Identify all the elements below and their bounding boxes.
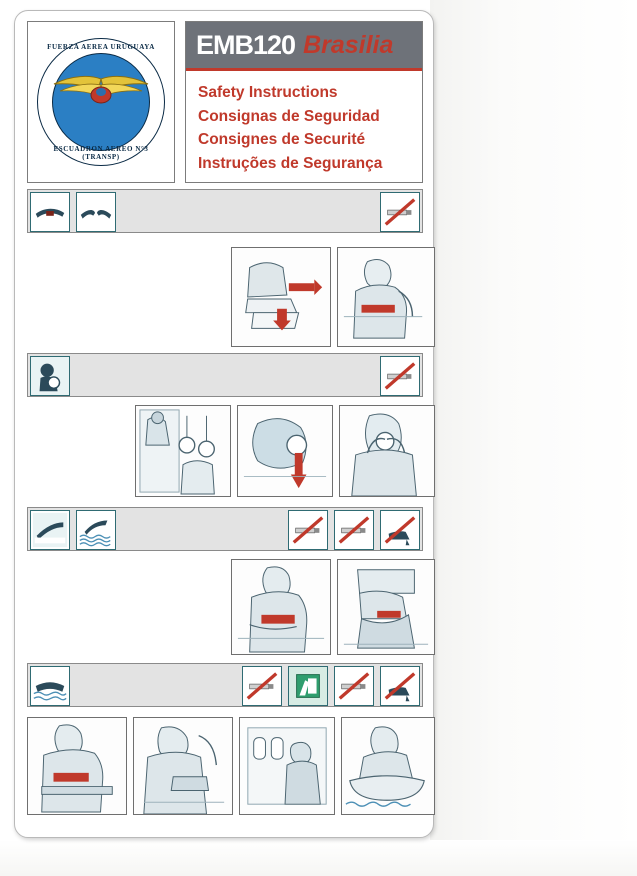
evacuation-illustrations (27, 717, 423, 815)
model-name: Brasilia (303, 30, 394, 59)
title-box (185, 21, 423, 183)
no-smoking-icon (380, 192, 420, 232)
no-smoking-icon-2 (334, 510, 374, 550)
seatbelt-fastened-icon (30, 192, 70, 232)
safety-card (14, 10, 434, 838)
oxygen-mask-icon (30, 356, 70, 396)
oxygen-strip (27, 353, 423, 397)
air-force-crest (37, 38, 165, 166)
crest-text-bottom: ESCUADRON AEREO N°3 (TRANSP) (53, 145, 149, 161)
illustration-life-raft-boarding (341, 717, 435, 815)
illustration-brace-position (27, 717, 127, 815)
seatbelt-strip (27, 189, 423, 233)
illustration-cabin-exit (239, 717, 335, 815)
crest-text-top: FUERZA AEREA URUGUAYA (47, 43, 155, 51)
lifevest-strip (27, 507, 423, 551)
air-force-crest-box (27, 21, 175, 183)
winged-emblem-icon (46, 73, 156, 107)
illustration-exit-row-operation (133, 717, 233, 815)
title-fr: Consignes de Securité (198, 131, 366, 149)
page-bottom-shading (0, 840, 637, 876)
seatbelt-illustrations (27, 247, 423, 347)
card-header (27, 21, 423, 183)
title-list (186, 71, 422, 175)
model-number: 120 (253, 29, 296, 60)
illustration-seat-tray-table (231, 247, 331, 347)
no-smoking-icon (380, 356, 420, 396)
illustration-oxygen-masks-drop (135, 405, 231, 497)
no-high-heels-icon (380, 510, 420, 550)
illustration-pull-mask-down (237, 405, 333, 497)
title-en: Safety Instructions (198, 84, 338, 101)
illustration-wear-mask (339, 405, 435, 497)
no-smoking-icon-3 (334, 666, 374, 706)
life-vest-icon (30, 510, 70, 550)
life-raft-icon (30, 666, 70, 706)
no-high-heels-icon-2 (380, 666, 420, 706)
seatbelt-unfastened-icon (76, 192, 116, 232)
oxygen-illustrations (27, 405, 423, 497)
illustration-don-life-vest (231, 559, 331, 655)
no-smoking-icon (242, 666, 282, 706)
title-pt: Instruções de Segurança (198, 154, 383, 172)
illustration-inflate-life-vest (337, 559, 435, 655)
water-ditching-icon (76, 510, 116, 550)
model-bar (186, 22, 422, 71)
evacuation-strip (27, 663, 423, 707)
illustration-passenger-fastening-belt (337, 247, 435, 347)
lifevest-illustrations (27, 559, 423, 655)
page-background-shading (430, 0, 637, 876)
no-smoking-icon (288, 510, 328, 550)
emergency-exit-icon (288, 666, 328, 706)
model-prefix: EMB (196, 29, 253, 60)
title-es: Consignas de Seguridad (198, 107, 380, 125)
